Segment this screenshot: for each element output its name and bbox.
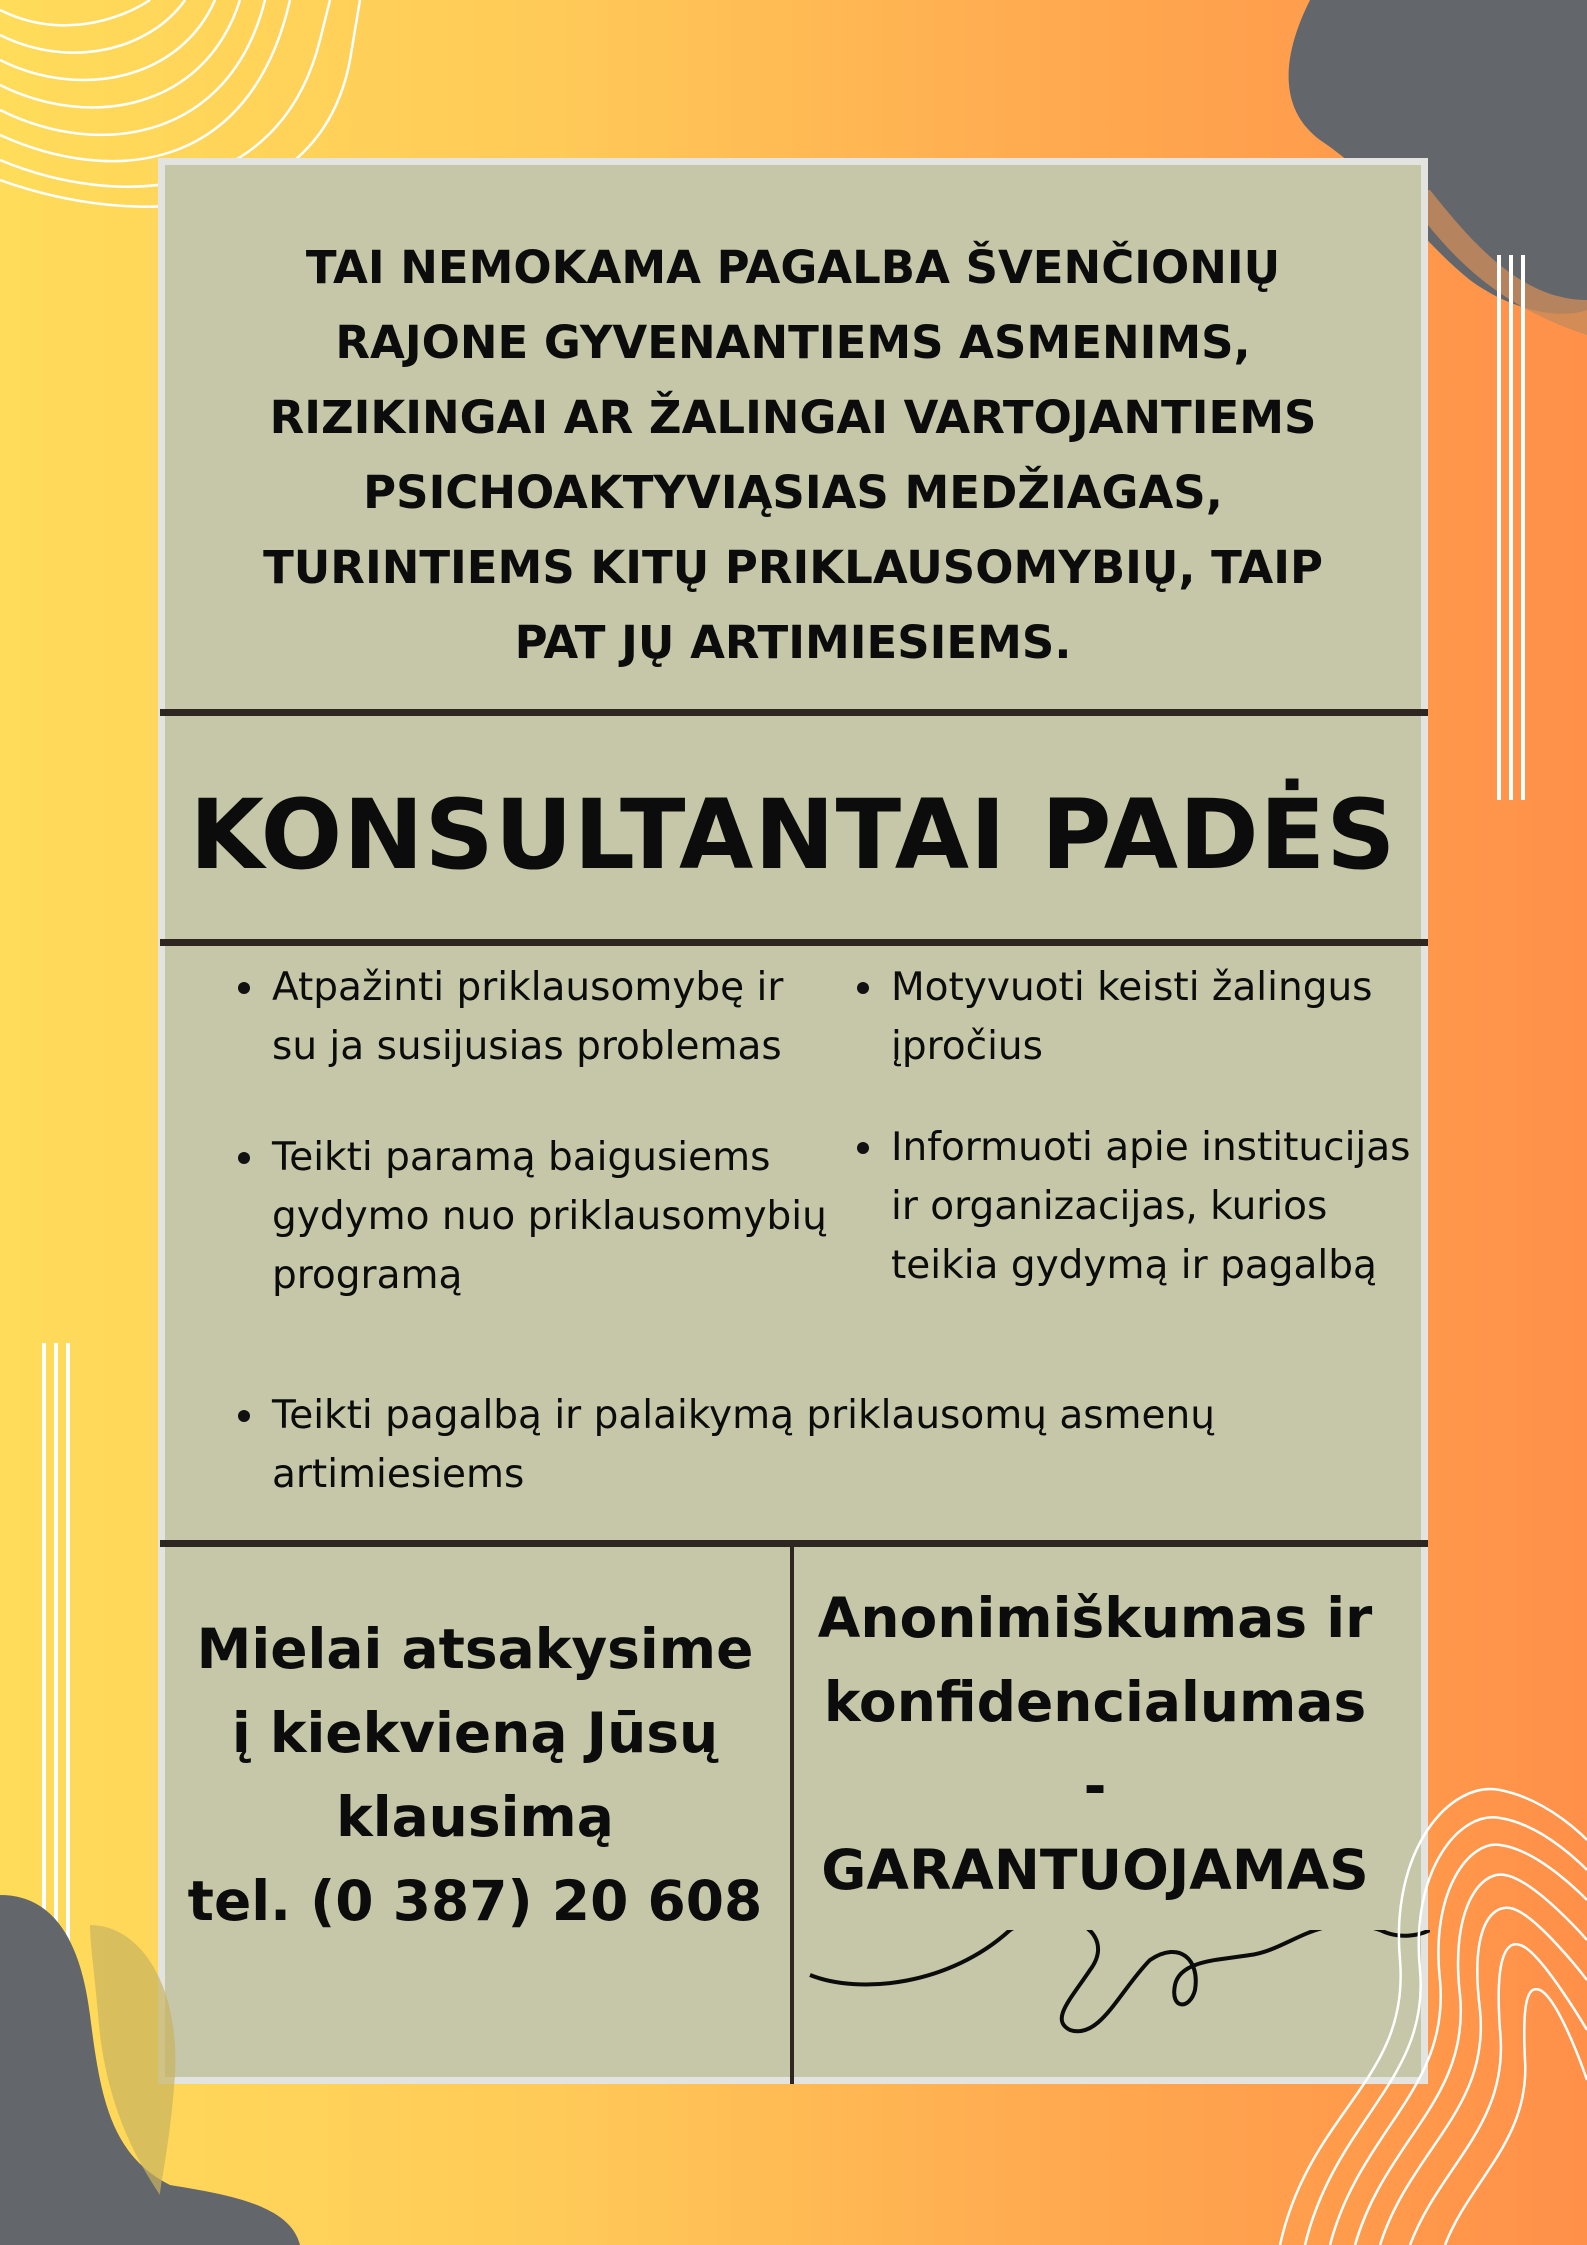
divider <box>160 709 1428 716</box>
contact-line: klausimą <box>336 1785 614 1849</box>
intro-line: PAT JŲ ARTIMIESIEMS. <box>514 616 1072 669</box>
divider <box>160 939 1428 946</box>
list-item: Atpažinti priklausomybę ir su ja susijusias problemas <box>272 958 812 1076</box>
list-item: Teikti pagalbą ir palaikymą priklausomų asmenų artimiesiems <box>272 1386 1322 1504</box>
page-title: KONSULTANTAI PADĖS <box>189 779 1397 891</box>
intro-line: RAJONE GYVENANTIEMS ASMENIMS, <box>335 316 1251 369</box>
anonymity-line: GARANTUOJAMAS <box>821 1838 1369 1902</box>
list-item: Motyvuoti keisti žalingus įpročius <box>891 958 1411 1076</box>
intro-line: PSICHOAKTYVIĄSIAS MEDŽIAGAS, <box>363 466 1223 519</box>
vertical-lines-decoration-left <box>42 1343 82 1943</box>
divider <box>160 1540 1428 1547</box>
vertical-lines-decoration-right <box>1497 255 1537 800</box>
phone-number: tel. (0 387) 20 608 <box>187 1869 763 1933</box>
contact-line: Mielai atsakysime <box>196 1617 754 1681</box>
contact-line: į kiekvieną Jūsų <box>231 1701 719 1765</box>
contour-lines-decoration-bottom-right <box>1270 1780 1587 2245</box>
list-item: Informuoti apie institucijas ir organizacijas, kurios teikia gydymą ir pagalbą <box>891 1118 1421 1295</box>
intro-line: TAI NEMOKAMA PAGALBA ŠVENČIONIŲ <box>305 241 1281 294</box>
anonymity-line: konfidencialumas <box>823 1670 1367 1734</box>
blob-decoration-bottom-left <box>0 1895 310 2245</box>
vertical-divider <box>790 1540 794 2084</box>
intro-text <box>200 230 1386 680</box>
intro-line: RIZIKINGAI AR ŽALINGAI VARTOJANTIEMS <box>269 391 1317 444</box>
anonymity-line: - <box>1083 1754 1107 1818</box>
list-item: Teikti paramą baigusiems gydymo nuo priklausomybių programą <box>272 1128 852 1305</box>
anonymity-line: Anonimiškumas ir <box>817 1586 1373 1650</box>
contact-block <box>170 1607 780 1943</box>
intro-line: TURINTIEMS KITŲ PRIKLAUSOMYBIŲ, TAIP <box>263 541 1323 594</box>
